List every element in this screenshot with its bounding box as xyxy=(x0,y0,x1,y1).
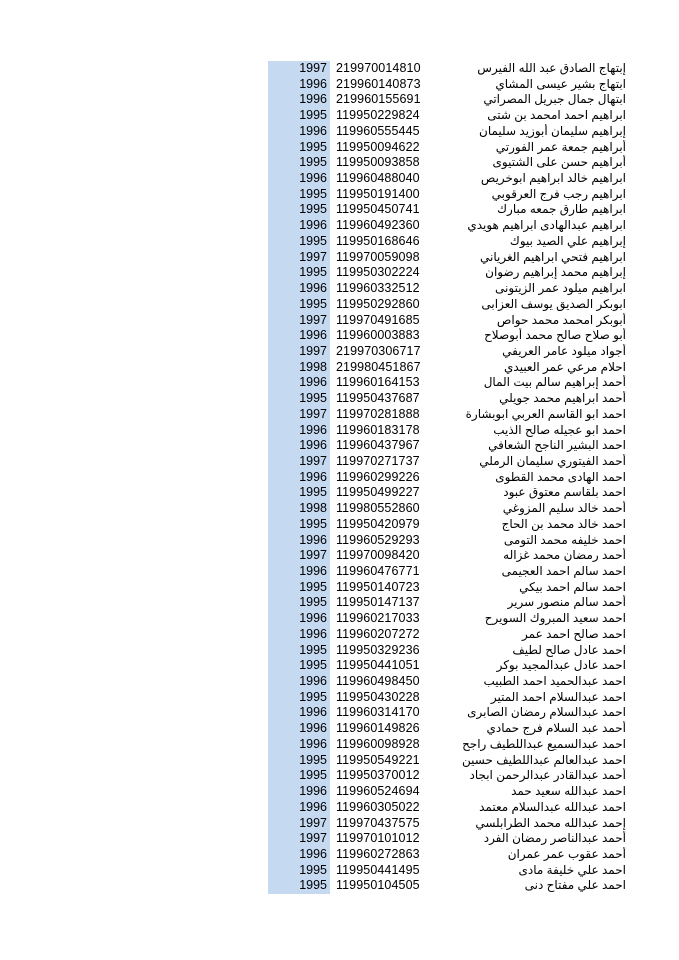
table-row xyxy=(268,674,640,690)
name-cell: احمد عبدالسميع عبداللطيف راجح xyxy=(462,736,626,751)
table-row xyxy=(268,690,640,706)
name-cell: أحمد ابراهيم محمد جويلي xyxy=(499,391,626,406)
id-number-cell: 119950549221 xyxy=(336,752,420,767)
id-number-cell: 119950093858 xyxy=(336,155,420,170)
table-row xyxy=(268,705,640,721)
year-cell: 1996 xyxy=(268,533,330,549)
name-cell: أحمد عبد السلام فرج حمادي xyxy=(486,721,626,736)
table-row xyxy=(268,627,640,643)
id-number-cell: 119950191400 xyxy=(336,186,420,201)
id-number-cell: 119970101012 xyxy=(336,831,420,846)
year-cell: 1997 xyxy=(268,816,330,832)
table-row xyxy=(268,564,640,580)
year-cell: 1995 xyxy=(268,658,330,674)
id-number-cell: 119970491685 xyxy=(336,312,420,327)
name-cell: ابراهيم طارق جمعه مبارك xyxy=(497,202,626,217)
table-row xyxy=(268,423,640,439)
name-cell: احمد عبدالحميد احمد الطبيب xyxy=(483,674,626,689)
name-cell: ابتهال جمال جبريل المصراتي xyxy=(483,92,626,107)
year-cell: 1995 xyxy=(268,202,330,218)
name-cell: أحمد سالم منصور سرير xyxy=(507,595,626,610)
name-cell: احمد عبدالعالم عبداللطيف حسين xyxy=(462,752,626,767)
id-number-cell: 119950329236 xyxy=(336,642,420,657)
table-row xyxy=(268,187,640,203)
id-number-cell: 119970281888 xyxy=(336,406,420,421)
year-cell: 1997 xyxy=(268,313,330,329)
name-cell: احمد عبدالله عبدالسلام معتمد xyxy=(479,799,626,814)
name-cell: أبراهيم جمعة عمر الفورتي xyxy=(495,139,626,154)
id-number-cell: 219970014810 xyxy=(336,61,421,75)
name-cell: احمد خالد محمد بن الحاج xyxy=(501,516,626,531)
year-cell: 1995 xyxy=(268,690,330,706)
table-row xyxy=(268,737,640,753)
id-number-cell: 119960183178 xyxy=(336,422,420,437)
name-cell: احمد الهادى محمد القطوى xyxy=(495,469,626,484)
name-cell: احمد بلقاسم معتوق عبود xyxy=(503,485,626,500)
name-cell: أحمد خالد سليم المزوغي xyxy=(502,501,626,516)
id-number-cell: 119950168646 xyxy=(336,233,420,248)
year-cell: 1998 xyxy=(268,501,330,517)
table-row xyxy=(268,643,640,659)
year-cell: 1996 xyxy=(268,470,330,486)
year-cell: 1995 xyxy=(268,863,330,879)
table-row xyxy=(268,92,640,108)
table-row xyxy=(268,155,640,171)
name-cell: احمد علي مفتاح دنى xyxy=(524,878,626,893)
year-cell: 1995 xyxy=(268,517,330,533)
table-row xyxy=(268,77,640,93)
year-cell: 1996 xyxy=(268,564,330,580)
id-number-cell: 119960488040 xyxy=(336,171,420,186)
table-row xyxy=(268,281,640,297)
id-number-cell: 119950441051 xyxy=(336,658,420,673)
name-cell: ابراهيم فتحي ابراهيم الغرياني xyxy=(480,249,626,264)
table-row xyxy=(268,328,640,344)
year-cell: 1997 xyxy=(268,407,330,423)
table-row xyxy=(268,768,640,784)
table-row xyxy=(268,375,640,391)
id-number-cell: 119960332512 xyxy=(336,281,420,296)
id-number-cell: 119950094622 xyxy=(336,139,420,154)
id-number-cell: 119980552860 xyxy=(336,501,420,516)
id-number-cell: 119970098420 xyxy=(336,548,420,563)
id-number-cell: 119970059098 xyxy=(336,249,420,264)
id-number-cell: 119950437687 xyxy=(336,391,420,406)
year-cell: 1995 xyxy=(268,580,330,596)
id-number-cell: 119950147137 xyxy=(336,595,420,610)
year-cell: 1996 xyxy=(268,423,330,439)
table-row xyxy=(268,784,640,800)
id-number-cell: 119960314170 xyxy=(336,705,420,720)
table-row xyxy=(268,108,640,124)
table-row xyxy=(268,360,640,376)
id-number-cell: 219960155691 xyxy=(336,92,421,107)
table-row xyxy=(268,831,640,847)
id-number-cell: 119950140723 xyxy=(336,579,420,594)
table-row xyxy=(268,611,640,627)
name-cell: احمد ابو القاسم العربي ابوبشارة xyxy=(465,406,626,421)
year-cell: 1995 xyxy=(268,297,330,313)
table-row xyxy=(268,548,640,564)
id-number-cell: 119950229824 xyxy=(336,108,420,123)
table-row xyxy=(268,533,640,549)
name-cell: احمد سعيد المبروك السويرح xyxy=(484,611,626,626)
table-row xyxy=(268,800,640,816)
name-cell: ابتهاج بشير عيسى المشاي xyxy=(495,76,626,91)
year-cell: 1996 xyxy=(268,611,330,627)
name-cell: احمد عبدالسلام احمد المتير xyxy=(490,689,626,704)
year-cell: 1996 xyxy=(268,847,330,863)
name-cell: إحمد عبدالله محمد الطرابلسي xyxy=(475,815,626,830)
name-cell: أبو صلاح صالح محمد أبوصلاح xyxy=(484,328,626,343)
year-cell: 1995 xyxy=(268,234,330,250)
name-cell: أحمد رمضان محمد غزاله xyxy=(503,548,626,563)
name-cell: أحمد عبدالقادر عبدالرحمن ابجاد xyxy=(469,768,626,783)
name-cell: ابراهيم عبدالهادى ابراهيم هويدي xyxy=(467,218,626,233)
year-cell: 1997 xyxy=(268,454,330,470)
id-number-cell: 219980451867 xyxy=(336,359,421,374)
name-cell: أبراهيم حسن على الشتيوى xyxy=(492,155,626,170)
id-number-cell: 119970437575 xyxy=(336,815,420,830)
name-cell: أحمد الفيتوري سليمان الرملي xyxy=(479,453,626,468)
year-cell: 1995 xyxy=(268,391,330,407)
year-cell: 1995 xyxy=(268,155,330,171)
id-number-cell: 119950104505 xyxy=(336,878,420,893)
table-row xyxy=(268,595,640,611)
id-number-cell: 119960555445 xyxy=(336,123,420,138)
id-number-cell: 119960524694 xyxy=(336,784,420,799)
table-row xyxy=(268,721,640,737)
name-cell: احمد صالح احمد عمر xyxy=(522,626,626,641)
name-cell: احمد عبدالله سعيد حمد xyxy=(511,784,626,799)
name-cell: احلام مرعي عمر العبيدي xyxy=(504,359,626,374)
table-row xyxy=(268,438,640,454)
table-row xyxy=(268,658,640,674)
id-number-cell: 119960498450 xyxy=(336,674,420,689)
year-cell: 1995 xyxy=(268,768,330,784)
id-number-cell: 119960217033 xyxy=(336,611,420,626)
id-number-cell: 219960140873 xyxy=(336,76,421,91)
year-cell: 1997 xyxy=(268,831,330,847)
year-cell: 1996 xyxy=(268,218,330,234)
name-cell: أحمد عقوب عمر عمران xyxy=(507,846,626,861)
year-cell: 1996 xyxy=(268,375,330,391)
table-row xyxy=(268,753,640,769)
name-cell: احمد سالم احمد بيكي xyxy=(519,579,626,594)
id-number-cell: 119950499227 xyxy=(336,485,420,500)
year-cell: 1997 xyxy=(268,548,330,564)
name-cell: أبوبكر امحمد محمد حواص xyxy=(496,312,626,327)
year-cell: 1996 xyxy=(268,438,330,454)
id-number-cell: 119960003883 xyxy=(336,328,420,343)
year-cell: 1996 xyxy=(268,627,330,643)
table-row xyxy=(268,863,640,879)
year-cell: 1996 xyxy=(268,784,330,800)
id-number-cell: 119950430228 xyxy=(336,689,420,704)
name-cell: احمد عادل عبدالمجيد بوكر xyxy=(496,658,626,673)
year-cell: 1996 xyxy=(268,800,330,816)
name-cell: احمد البشير الناجح الشعافي xyxy=(488,438,626,453)
year-cell: 1995 xyxy=(268,140,330,156)
id-number-cell: 119960149826 xyxy=(336,721,420,736)
year-cell: 1997 xyxy=(268,61,330,77)
table-row xyxy=(268,847,640,863)
id-number-cell: 119950420979 xyxy=(336,516,420,531)
name-cell: احمد عادل صالح لطيف xyxy=(512,642,626,657)
year-cell: 1996 xyxy=(268,328,330,344)
table-row xyxy=(268,250,640,266)
year-cell: 1997 xyxy=(268,250,330,266)
table-row xyxy=(268,171,640,187)
name-cell: إبراهيم سليمان أبوزيد سليمان xyxy=(479,123,626,138)
id-number-cell: 119950450741 xyxy=(336,202,420,217)
id-number-cell: 119950441495 xyxy=(336,862,420,877)
table-row xyxy=(268,297,640,313)
name-cell: احمد ابو عجيله صالح الذيب xyxy=(493,422,626,437)
id-number-cell: 119960299226 xyxy=(336,469,420,484)
name-cell: إبتهاج الصادق عبد الله الفيرس xyxy=(477,61,626,75)
table-row xyxy=(268,454,640,470)
name-cell: ابوبكر الصديق يوسف العزابى xyxy=(481,296,626,311)
table-row xyxy=(268,124,640,140)
name-cell: إبراهيم علي الصيد بيوك xyxy=(509,233,626,248)
name-cell: أحمد إبراهيم سالم بيت المال xyxy=(483,375,626,390)
table-row xyxy=(268,234,640,250)
year-cell: 1998 xyxy=(268,360,330,376)
id-number-cell: 119960207272 xyxy=(336,626,420,641)
table-row xyxy=(268,140,640,156)
table-row xyxy=(268,344,640,360)
year-cell: 1995 xyxy=(268,878,330,894)
year-cell: 1996 xyxy=(268,721,330,737)
id-number-cell: 119960437967 xyxy=(336,438,420,453)
table-row xyxy=(268,391,640,407)
table-row xyxy=(268,816,640,832)
year-cell: 1995 xyxy=(268,108,330,124)
id-number-cell: 119950292860 xyxy=(336,296,420,311)
id-number-cell: 119960492360 xyxy=(336,218,420,233)
year-cell: 1995 xyxy=(268,265,330,281)
table-row xyxy=(268,485,640,501)
table-row xyxy=(268,501,640,517)
table-row xyxy=(268,517,640,533)
id-number-cell: 119950370012 xyxy=(336,768,420,783)
id-number-cell: 119960529293 xyxy=(336,532,420,547)
name-cell: أجواد ميلود عامر العريفي xyxy=(502,343,626,358)
table-row xyxy=(268,580,640,596)
name-cell: ابراهيم احمد امحمد بن شتى xyxy=(487,108,626,123)
records-table xyxy=(268,61,640,894)
id-number-cell: 119970271737 xyxy=(336,453,420,468)
year-cell: 1995 xyxy=(268,187,330,203)
name-cell: احمد خليفه محمد التومى xyxy=(503,532,626,547)
table-row xyxy=(268,470,640,486)
year-cell: 1996 xyxy=(268,92,330,108)
year-cell: 1996 xyxy=(268,124,330,140)
id-number-cell: 119960476771 xyxy=(336,564,420,578)
year-cell: 1996 xyxy=(268,281,330,297)
name-cell: احمد سالم احمد العجيمى xyxy=(501,564,626,578)
year-cell: 1995 xyxy=(268,753,330,769)
year-cell: 1996 xyxy=(268,77,330,93)
id-number-cell: 119950302224 xyxy=(336,265,420,280)
name-cell: ابراهيم خالد ابراهيم ابوخريص xyxy=(480,171,626,186)
table-row xyxy=(268,61,640,77)
year-cell: 1996 xyxy=(268,737,330,753)
year-cell: 1995 xyxy=(268,595,330,611)
id-number-cell: 119960098928 xyxy=(336,736,420,751)
name-cell: ابراهيم ميلود عمر الزيتونى xyxy=(495,281,626,296)
table-row xyxy=(268,265,640,281)
id-number-cell: 219970306717 xyxy=(336,343,421,358)
year-cell: 1995 xyxy=(268,643,330,659)
name-cell: إبراهيم محمد إبراهيم رضوان xyxy=(485,265,626,280)
id-number-cell: 119960272863 xyxy=(336,846,420,861)
id-number-cell: 119960305022 xyxy=(336,799,420,814)
year-cell: 1996 xyxy=(268,705,330,721)
table-row xyxy=(268,878,640,894)
year-cell: 1996 xyxy=(268,674,330,690)
table-row xyxy=(268,313,640,329)
table-row xyxy=(268,407,640,423)
year-cell: 1997 xyxy=(268,344,330,360)
year-cell: 1996 xyxy=(268,171,330,187)
name-cell: ابراهيم رجب فرج العرقوبي xyxy=(491,186,626,201)
table-row xyxy=(268,218,640,234)
id-number-cell: 119960164153 xyxy=(336,375,420,390)
table-row xyxy=(268,202,640,218)
name-cell: احمد علي خليفة مادى xyxy=(518,862,626,877)
name-cell: أحمد عبدالناصر رمضان الفرد xyxy=(483,831,626,846)
name-cell: احمد عبدالسلام رمضان الصابرى xyxy=(467,705,626,720)
year-cell: 1995 xyxy=(268,485,330,501)
